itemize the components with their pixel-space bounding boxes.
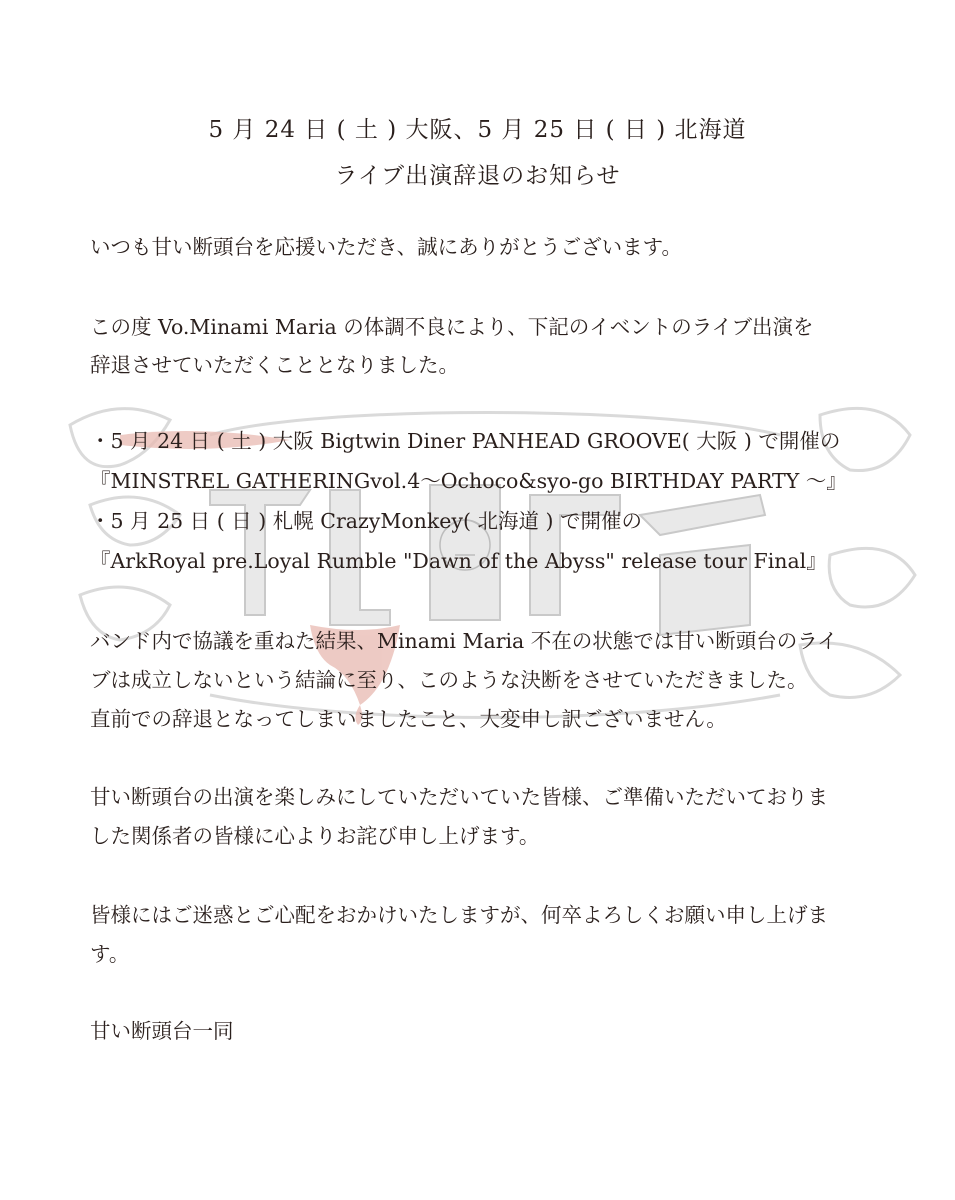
decision-text-line2: ブは成立しないという結論に至り、このような決断をさせていただきました。	[90, 668, 808, 692]
reason-text-line2: 辞退させていただくこととなりました。	[90, 353, 459, 377]
event-1-name: 『MINSTREL GATHERINGvol.4〜Ochoco&syo-go BIRTHDAY PARTY 〜』	[90, 469, 847, 493]
closing-text-line1: 皆様にはご迷惑とご心配をおかけいたしますが、何卒よろしくお願い申し上げま	[90, 903, 828, 927]
apology-text-line2: した関係者の皆様に心よりお詫び申し上げます。	[90, 824, 540, 848]
event-1-venue: ・5 月 24 日 ( 土 ) 大阪 Bigtwin Diner PANHEAD GROOVE( 大阪 ) で開催の	[90, 429, 841, 453]
notice-title: ライブ出演辞退のお知らせ	[334, 163, 621, 189]
event-2-venue: ・5 月 25 日 ( 日 ) 札幌 CrazyMonkey( 北海道 ) で開催の	[90, 509, 643, 533]
greeting-text: いつも甘い断頭台を応援いただき、誠にありがとうございます。	[90, 235, 683, 259]
event-2-name: 『ArkRoyal pre.Loyal Rumble "Dawn of the Abyss" release tour Final』	[90, 549, 827, 573]
notice-title-dates: 5 月 24 日 ( 土 ) 大阪、5 月 25 日 ( 日 ) 北海道	[208, 117, 747, 143]
closing-text-line2: す。	[90, 942, 130, 966]
reason-text-line1: この度 Vo.Minami Maria の体調不良により、下記のイベントのライブ出演を	[90, 315, 814, 339]
decision-text-line1: バンド内で協議を重ねた結果、Minami Maria 不在の状態では甘い断頭台のライ	[90, 629, 838, 653]
apology-text-line1: 甘い断頭台の出演を楽しみにしていただいていた皆様、ご準備いただいておりま	[90, 785, 828, 809]
signature: 甘い断頭台一同	[90, 1019, 234, 1043]
decision-text-line3: 直前での辞退となってしまいましたこと、大変申し訳ございません。	[90, 707, 727, 731]
